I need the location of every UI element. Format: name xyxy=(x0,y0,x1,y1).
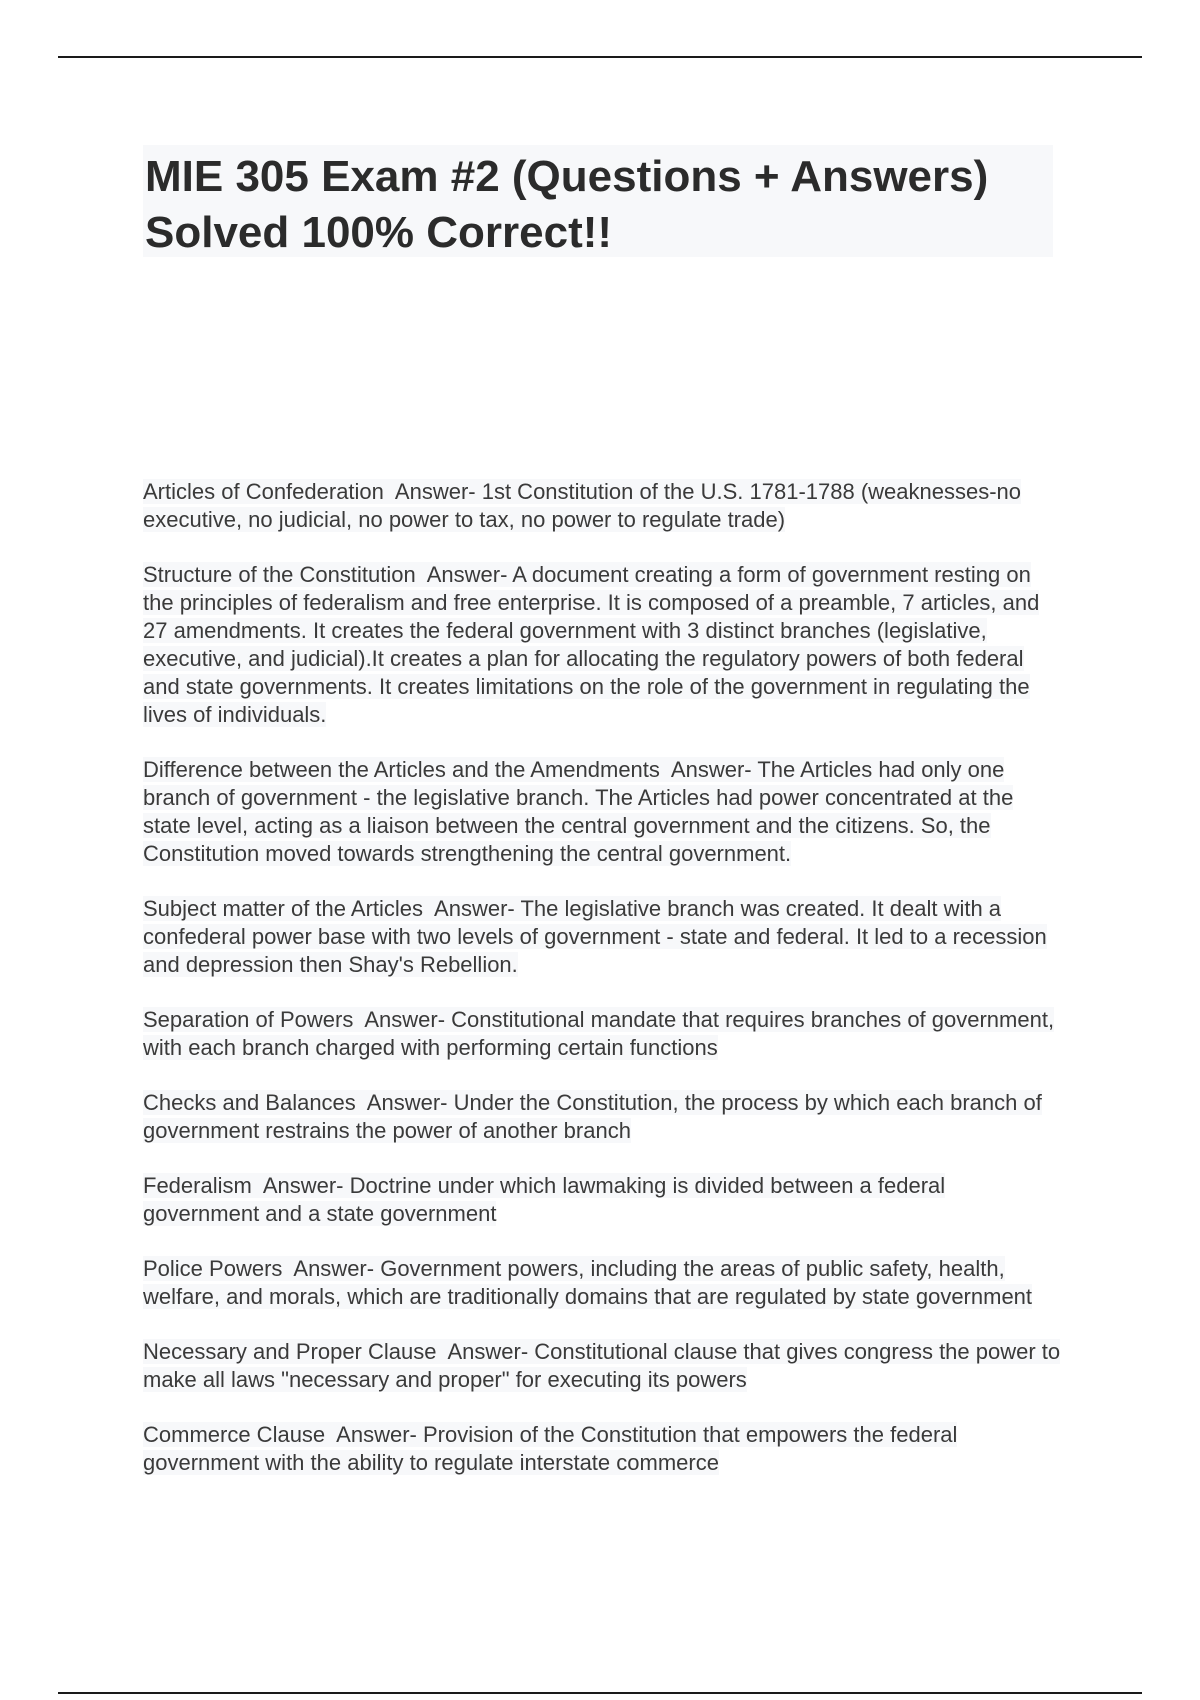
qa-answer: Constitutional mandate that requires branches of government, with each branch charged with performing certain functions xyxy=(143,1007,1055,1060)
title-block xyxy=(143,145,1053,257)
qa-answer: Government powers, including the areas of public safety, health, welfare, and morals, which are traditionally domains that are regulated by state government xyxy=(143,1256,1033,1309)
qa-term: Checks and Balances xyxy=(143,1090,356,1115)
qa-answer: A document creating a form of government resting on the principles of federalism and free enterprise. It is composed of a preamble, 7 articles, and 27 amendments. It creates the federal government with 3 distinct branches (legislative, executive, and judicial).It creates a plan for allocating the regulatory powers of both federal and state governments. It creates limitations on the role of the government in regulating the lives of individuals. xyxy=(143,562,1040,727)
qa-item xyxy=(143,561,1063,729)
answer-separator: Answer- xyxy=(325,1422,423,1447)
qa-item xyxy=(143,478,1063,534)
qa-term: Federalism xyxy=(143,1173,252,1198)
answer-separator: Answer- xyxy=(383,479,482,504)
answer-separator: Answer- xyxy=(423,896,521,921)
qa-answer: The Articles had only one branch of government - the legislative branch. The Articles had power concentrated at the state level, acting as a liaison between the central government and the citizens. So, the Constitution moved towards strengthening the central government. xyxy=(143,757,1014,866)
qa-answer: Under the Constitution, the process by which each branch of government restrains the power of another branch xyxy=(143,1090,1042,1143)
answer-separator: Answer- xyxy=(415,562,513,587)
answer-separator: Answer- xyxy=(251,1173,350,1198)
answer-separator: Answer- xyxy=(659,757,758,782)
qa-term: Subject matter of the Articles xyxy=(143,896,424,921)
document-title: MIE 305 Exam #2 (Questions + Answers) Solved 100% Correct!! xyxy=(145,152,989,257)
qa-term: Articles of Confederation xyxy=(143,479,384,504)
qa-term: Difference between the Articles and the Amendments xyxy=(143,757,660,782)
qa-item xyxy=(143,1172,1063,1228)
answer-separator: Answer- xyxy=(436,1339,535,1364)
answer-separator: Answer- xyxy=(282,1256,381,1281)
qa-item xyxy=(143,1421,1063,1477)
bottom-rule xyxy=(58,1692,1142,1694)
qa-term: Necessary and Proper Clause xyxy=(143,1339,437,1364)
qa-item xyxy=(143,1338,1063,1394)
qa-answer: The legislative branch was created. It dealt with a confederal power base with two levels of government - state and federal. It led to a recession and depression then Shay's Rebellion. xyxy=(143,896,1047,977)
answer-separator: Answer- xyxy=(355,1090,454,1115)
qa-item xyxy=(143,1006,1063,1062)
qa-answer: 1st Constitution of the U.S. 1781-1788 (weaknesses-no executive, no judicial, no power to tax, no power to regulate trade) xyxy=(143,479,1022,532)
qa-answer: Doctrine under which lawmaking is divided between a federal government and a state government xyxy=(143,1173,946,1226)
qa-item xyxy=(143,895,1063,979)
qa-term: Structure of the Constitution xyxy=(143,562,416,587)
qa-answer: Constitutional clause that gives congress the power to make all laws "necessary and proper" for executing its powers xyxy=(143,1339,1061,1392)
qa-term: Commerce Clause xyxy=(143,1422,326,1447)
qa-item xyxy=(143,756,1063,868)
qa-answer: Provision of the Constitution that empowers the federal government with the ability to regulate interstate commerce xyxy=(143,1422,958,1475)
qa-item xyxy=(143,1089,1063,1145)
qa-item xyxy=(143,1255,1063,1311)
top-rule xyxy=(58,56,1142,58)
qa-term: Police Powers xyxy=(143,1256,283,1281)
qa-list xyxy=(143,478,1063,1504)
qa-term: Separation of Powers xyxy=(143,1007,354,1032)
answer-separator: Answer- xyxy=(353,1007,452,1032)
